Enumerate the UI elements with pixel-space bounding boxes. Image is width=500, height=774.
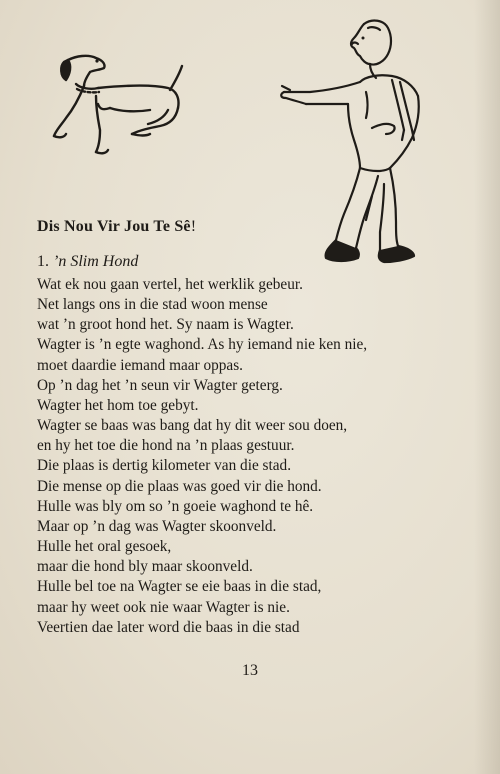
text-line: maar die hond bly maar skoonveld. (37, 558, 253, 576)
text-line: Veertien dae later word die baas in die stad (37, 618, 300, 636)
text-line: Die mense op die plaas was goed vir die hond. (37, 477, 322, 495)
text-line: Hulle het oral gesoek, (37, 538, 172, 556)
text-line: Die plaas is dertig kilometer van die stad. (37, 457, 292, 475)
text-line: Wat ek nou gaan vertel, het werklik gebeur. (37, 276, 303, 293)
text-line: wat ’n groot hond het. Sy naam is Wagter. (37, 316, 294, 334)
story-title: ’n Slim Hond (53, 253, 139, 270)
page-number: 13 (242, 662, 258, 679)
text-line: en hy het toe die hond na ’n plaas gestuur. (37, 437, 295, 455)
text-line: moet daardie iemand maar oppas. (37, 356, 244, 374)
section-heading: Dis Nou Vir Jou Te Sê! (37, 218, 197, 235)
illustration (0, 0, 500, 290)
text-line: Maar op ’n dag was Wagter skoonveld. (37, 517, 277, 535)
text-line: maar hy weet ook nie waar Wagter is nie. (37, 598, 290, 616)
text-line: Hulle bel toe na Wagter se eie baas in die stad, (37, 578, 322, 596)
story-number: 1. (37, 253, 49, 270)
text-line: Op ’n dag het ’n seun vir Wagter geterg. (37, 376, 283, 394)
text-line: Wagter het hom toe gebyt. (37, 396, 199, 414)
text-line: Net langs ons in die stad woon mense (37, 296, 268, 314)
dog-illustration (54, 56, 182, 153)
story-subheading (37, 253, 138, 271)
text-line: Wagter se baas was bang dat hy dit weer sou doen, (37, 417, 348, 435)
story-body (37, 275, 477, 638)
man-illustration (281, 21, 419, 262)
text-line: Hulle was bly om so ’n goeie waghond te hê. (37, 497, 314, 515)
text-line: Wagter is ’n egte waghond. As hy iemand nie ken nie, (37, 336, 368, 354)
